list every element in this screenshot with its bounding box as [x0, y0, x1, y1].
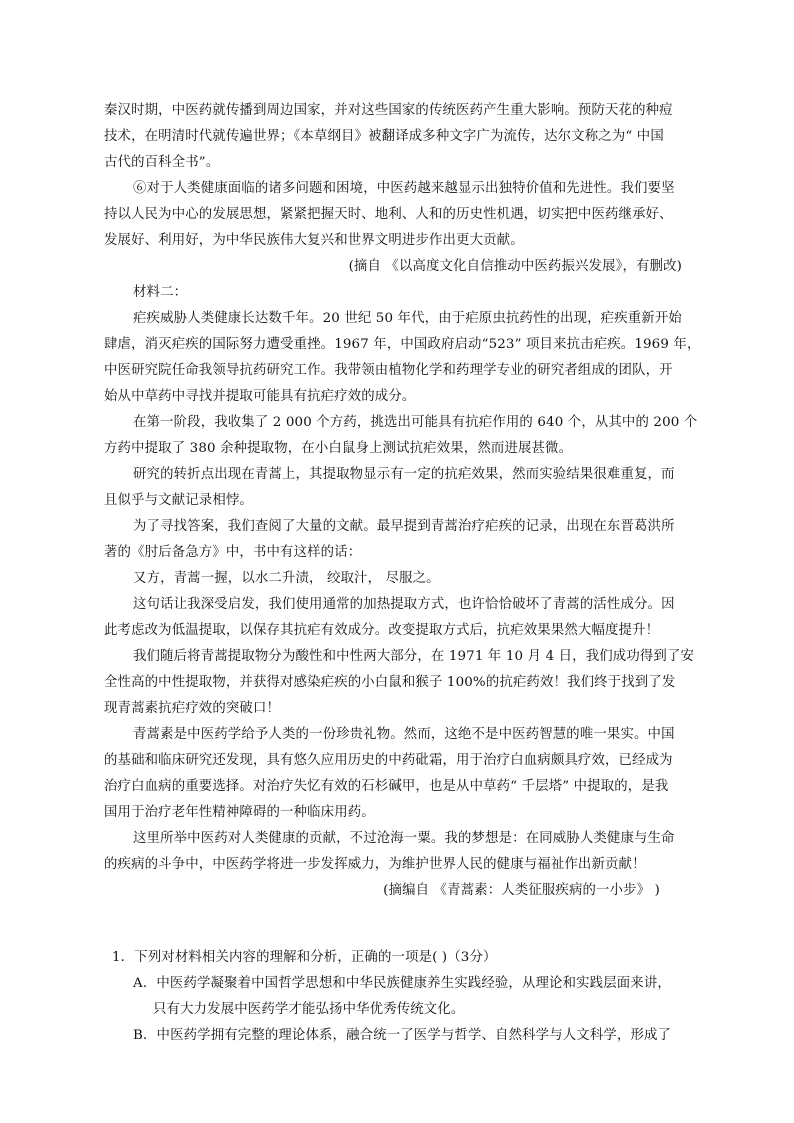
- question-1-option-b: B．中医药学拥有完整的理论体系，融合统一了医学与哲学、自然科学与人文科学，形成了: [133, 1028, 672, 1043]
- material-2-line: 的疾病的斗争中，中医药学将进一步发挥威力，为维护世界人民的健康与福祉作出新贡献！: [104, 857, 646, 872]
- classical-quote: 又方，青蒿一握，以水二升渍， 绞取汁， 尽服之。: [133, 571, 440, 586]
- question-1-stem: 1．下列对材料相关内容的理解和分析，正确的一项是( )（3分）: [112, 950, 497, 965]
- material-2-line: 现青蒿素抗疟疗效的突破口！: [104, 701, 281, 716]
- question-1-option-a-cont: 只有大力发展中医药学才能弘扬中华优秀传统文化。: [153, 1002, 465, 1017]
- material-2-line: 的基础和临床研究还发现，具有悠久应用历史的中药砒霜，用于治疗白血病颇具疗效，已经成为: [104, 753, 673, 768]
- material-2-line: 疟疾威胁人类健康长达数千年。20 世纪 50 年代，由于疟原虫抗药性的出现，疟疾重新开始: [133, 311, 682, 326]
- paragraph-6-line: ⑥对于人类健康面临的诸多问题和困境，中医药越来越显示出独特价值和先进性。我们要坚: [133, 181, 675, 196]
- material-2-line: 始从中草药中寻找并提取可能具有抗疟疗效的成分。: [104, 389, 416, 404]
- material-2-line: 肆虐，消灭疟疾的国际努力遭受重挫。1967 年，中国政府启动“523” 项目来抗击疟疾。1969 年，: [104, 337, 701, 352]
- material-2-line: 这里所举中医药对人类健康的贡献，不过沧海一粟。我的梦想是：在同威胁人类健康与生命: [133, 831, 675, 846]
- material-2-line: 中医研究院任命我领导抗药研究工作。我带领由植物化学和药理学专业的研究者组成的团队，开: [104, 363, 673, 378]
- material-2-line: 我们随后将青蒿提取物分为酸性和中性两大部分，在 1971 年 10 月 4 日，我们成功得到了安: [133, 649, 695, 664]
- material-2-line: 研究的转折点出现在青蒿上，其提取物显示有一定的抗疟效果，然而实验结果很难重复，而: [133, 467, 675, 482]
- passage-line: 古代的百科全书”。: [104, 155, 220, 170]
- question-1-option-a: A．中医药学凝聚着中国哲学思想和中华民族健康养生实践经验，从理论和实践层面来讲，: [133, 976, 671, 991]
- passage-line: 技术，在明清时代就传遍世界；《本草纲目》被翻译成多种文字广为流传，达尔文称之为“ 中国: [104, 129, 664, 144]
- paragraph-6-line: 持以人民为中心的发展思想，紧紧把握天时、地利、人和的历史性机遇，切实把中医药继承好、: [104, 207, 673, 222]
- material-2-line: 此考虑改为低温提取，以保存其抗疟有效成分。改变提取方式后，抗疟效果果然大幅度提升！: [104, 623, 660, 638]
- material-2-heading: 材料二：: [133, 285, 188, 300]
- source-citation-1: (摘自 《以高度文化自信推动中医药振兴发展》，有删改): [348, 259, 682, 274]
- material-2-line: 全性高的中性提取物，并获得对感染疟疾的小白鼠和猴子 100%的抗疟药效！我们终于找到了发: [104, 675, 676, 690]
- material-2-line: 国用于治疗老年性精神障碍的一种临床用药。: [104, 805, 375, 820]
- material-2-line: 这句话让我深受启发，我们使用通常的加热提取方式，也许恰恰破坏了青蒿的活性成分。因: [133, 597, 675, 612]
- material-2-line: 为了寻找答案，我们查阅了大量的文献。最早提到青蒿治疗疟疾的记录，出现在东晋葛洪所: [133, 519, 675, 534]
- material-2-line: 青蒿素是中医药学给予人类的一份珍贵礼物。然而，这绝不是中医药智慧的唯一果实。中国: [133, 727, 675, 742]
- paragraph-6-line: 发展好、利用好，为中华民族伟大复兴和世界文明进步作出更大贡献。: [104, 233, 524, 248]
- source-citation-2: (摘编自 《青蒿素：人类征服疾病的一小步》 ): [383, 883, 660, 898]
- material-2-line: 在第一阶段，我收集了 2 000 个方药，挑选出可能具有抗疟作用的 640 个，从其中的 200 个: [133, 415, 698, 430]
- passage-line: 秦汉时期，中医药就传播到周边国家，并对这些国家的传统医药产生重大影响。预防天花的种痘: [104, 103, 673, 118]
- material-2-line: 且似乎与文献记录相悖。: [104, 493, 253, 508]
- material-2-line: 方药中提取了 380 余种提取物，在小白鼠身上测试抗疟效果，然而进展甚微。: [104, 441, 573, 456]
- material-2-line: 治疗白血病的重要选择。对治疗失忆有效的石杉碱甲，也是从中草药“ 千层塔” 中提取的，是我: [104, 779, 669, 794]
- material-2-line: 著的《肘后备急方》中，书中有这样的话：: [104, 545, 362, 560]
